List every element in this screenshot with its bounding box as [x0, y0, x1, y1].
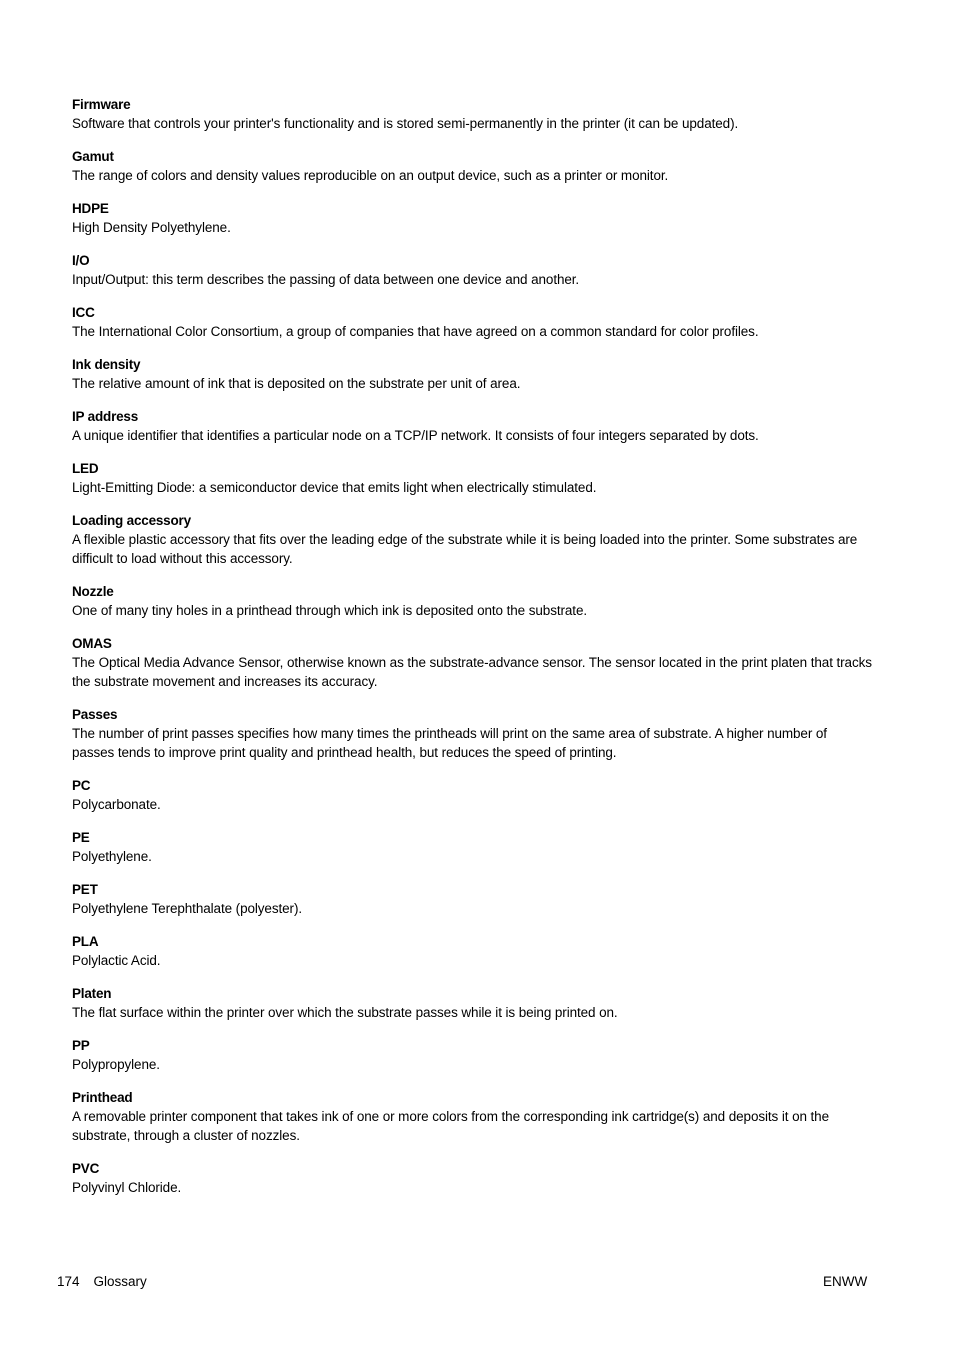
glossary-entry [72, 932, 872, 970]
glossary-list [72, 95, 872, 1211]
glossary-term: OMAS [72, 636, 112, 651]
glossary-definition: Polylactic Acid. [72, 953, 161, 968]
glossary-term: PE [72, 830, 90, 845]
footer-locale: ENWW [823, 1274, 868, 1289]
glossary-definition: High Density Polyethylene. [72, 220, 231, 235]
glossary-definition: The range of colors and density values reproducible on an output device, such as a printer or monitor. [72, 168, 669, 183]
glossary-term: Ink density [72, 357, 141, 372]
glossary-term: Nozzle [72, 584, 114, 599]
glossary-entry [72, 147, 872, 185]
glossary-definition: The relative amount of ink that is deposited on the substrate per unit of area. [72, 376, 521, 391]
glossary-term: IP address [72, 409, 139, 424]
glossary-term: PLA [72, 934, 99, 949]
page-footer-left [57, 1272, 147, 1291]
glossary-definition: Polyethylene Terephthalate (polyester). [72, 901, 302, 916]
glossary-definition: Polycarbonate. [72, 797, 161, 812]
glossary-term: HDPE [72, 201, 109, 216]
section-name: Glossary [93, 1274, 147, 1289]
glossary-term: PVC [72, 1161, 100, 1176]
glossary-entry [72, 459, 872, 497]
glossary-entry [72, 199, 872, 237]
glossary-definition: Light-Emitting Diode: a semiconductor device that emits light when electrically stimulated. [72, 480, 597, 495]
glossary-term: Platen [72, 986, 112, 1001]
glossary-definition: The flat surface within the printer over which the substrate passes while it is being printed on. [72, 1005, 618, 1020]
glossary-definition: The International Color Consortium, a group of companies that have agreed on a common standard for color profiles. [72, 324, 759, 339]
glossary-entry [72, 95, 872, 133]
glossary-term: Loading accessory [72, 513, 191, 528]
page-number: 174 [57, 1274, 80, 1289]
glossary-term: Printhead [72, 1090, 133, 1105]
glossary-entry [72, 705, 872, 762]
glossary-entry [72, 776, 872, 814]
glossary-term: PET [72, 882, 98, 897]
glossary-term: Passes [72, 707, 118, 722]
glossary-definition: Polyvinyl Chloride. [72, 1180, 182, 1195]
glossary-entry [72, 303, 872, 341]
glossary-entry [72, 1159, 872, 1197]
glossary-term: I/O [72, 253, 90, 268]
glossary-entry [72, 1088, 872, 1145]
glossary-term: LED [72, 461, 99, 476]
glossary-entry [72, 634, 872, 691]
glossary-term: ICC [72, 305, 95, 320]
glossary-term: Gamut [72, 149, 114, 164]
glossary-definition: A unique identifier that identifies a particular node on a TCP/IP network. It consists of four integers separated by dots. [72, 428, 759, 443]
glossary-definition: The number of print passes specifies how many times the printheads will print on the same area of substrate. A higher number of passes tends to improve print quality and printhead health, but reduces the speed of printing. [72, 726, 827, 760]
glossary-definition: Software that controls your printer's functionality and is stored semi-permanently in the printer (it can be updated). [72, 116, 739, 131]
glossary-definition: A flexible plastic accessory that fits over the leading edge of the substrate while it is being loaded into the printer. Some substrates are difficult to load without this accessory. [72, 532, 858, 566]
glossary-definition: The Optical Media Advance Sensor, otherwise known as the substrate-advance sensor. The sensor located in the print platen that tracks the substrate movement and increases its accuracy. [72, 655, 872, 689]
glossary-entry [72, 511, 872, 568]
glossary-definition: Polypropylene. [72, 1057, 160, 1072]
glossary-entry [72, 251, 872, 289]
glossary-entry [72, 1036, 872, 1074]
glossary-entry [72, 355, 872, 393]
glossary-definition: Polyethylene. [72, 849, 152, 864]
glossary-definition: Input/Output: this term describes the passing of data between one device and another. [72, 272, 580, 287]
glossary-definition: A removable printer component that takes ink of one or more colors from the corresponding ink cartridge(s) and deposits it on the substrate, through a cluster of nozzles. [72, 1109, 829, 1143]
glossary-entry [72, 582, 872, 620]
glossary-entry [72, 407, 872, 445]
glossary-entry [72, 984, 872, 1022]
glossary-term: PP [72, 1038, 90, 1053]
glossary-entry [72, 880, 872, 918]
glossary-definition: One of many tiny holes in a printhead through which ink is deposited onto the substrate. [72, 603, 588, 618]
glossary-term: Firmware [72, 97, 131, 112]
glossary-entry [72, 828, 872, 866]
glossary-term: PC [72, 778, 91, 793]
